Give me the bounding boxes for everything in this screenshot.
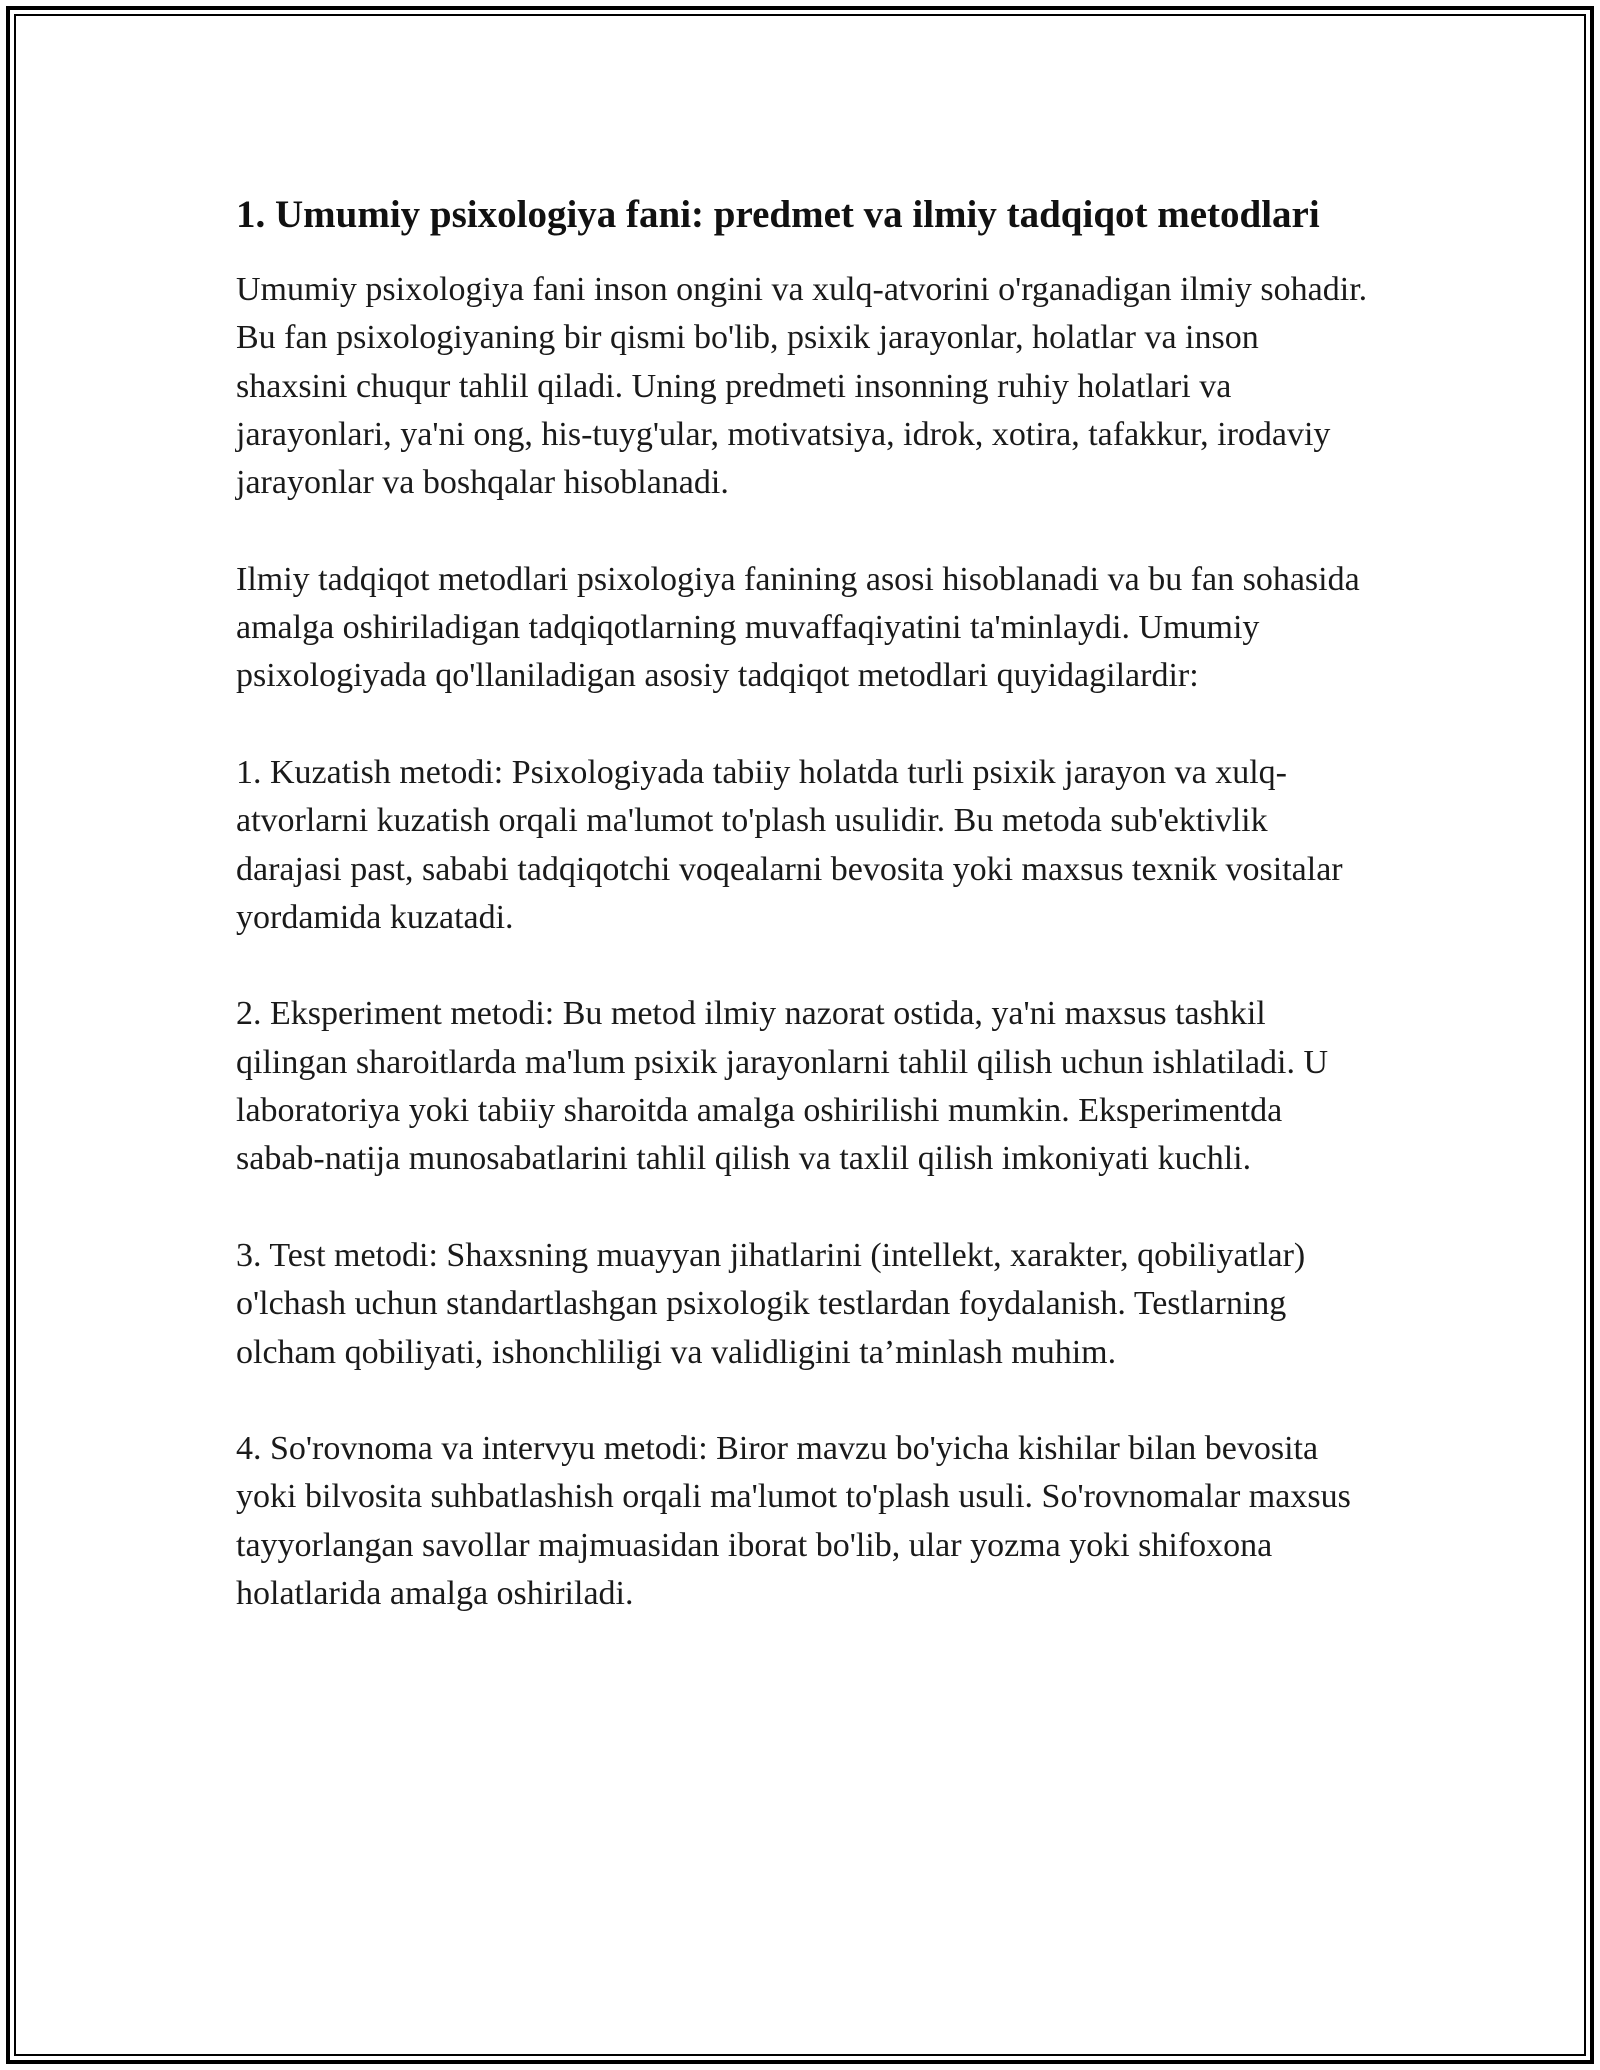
paragraph-intro: Umumiy psixologiya fani inson ongini va xulq-atvorini o'rganadigan ilmiy sohadir. Bu fan psixologiyaning bir qismi bo'lib, psixik jarayonlar, holatlar va inson shaxsini chuqur tahlil qiladi. Uning predmeti insonning ruhiy holatlari va jarayonlari, ya'ni ong, his-tuyg'ular, motivatsiya, idrok, xotira, tafakkur, irodaviy jarayonlar va boshqalar hisoblanadi. — [236, 271, 1368, 502]
document-title: 1. Umumiy psixologiya fani: predmet va ilmiy tadqiqot metodlari — [236, 193, 1320, 236]
paragraph-method-test: 3. Test metodi: Shaxsning muayyan jihatlarini (intellekt, xarakter, qobiliyatlar) o'lchash uchun standartlashgan psixologik testlardan foydalanish. Testlarning olcham qobiliyati, ishonchliligi va validligini ta’minlash muhim. — [236, 1236, 1306, 1371]
document-body — [236, 188, 1376, 1667]
paragraph-method-experiment: 2. Eksperiment metodi: Bu metod ilmiy nazorat ostida, ya'ni maxsus tashkil qilingan sharoitlarda ma'lum psixik jarayonlarni tahlil qilish uchun ishlatiladi. U laboratoriya yoki tabiiy sharoitda amalga oshirilishi mumkin. Eksperimentda sabab-natija munosabatlarini tahlil qilish va taxlil qilish imkoniyati kuchli. — [236, 995, 1329, 1178]
paragraph-method-observation: 1. Kuzatish metodi: Psixologiyada tabiiy holatda turli psixik jarayon va xulq-atvorlarni kuzatish orqali ma'lumot to'plash usulidir. Bu metoda sub'ektivlik darajasi past, sababi tadqiqotchi voqealarni bevosita yoki maxsus texnik vositalar yordamida kuzatadi. — [236, 753, 1343, 936]
paragraph-method-survey: 4. So'rovnoma va intervyu metodi: Biror mavzu bo'yicha kishilar bilan bevosita yoki bilvosita suhbatlashish orqali ma'lumot to'plash usuli. So'rovnomalar maxsus tayyorlangan savollar majmuasidan iborat bo'lib, ular yozma yoki shifoxona holatlarida amalga oshiriladi. — [236, 1430, 1351, 1613]
paragraph-methods-intro: Ilmiy tadqiqot metodlari psixologiya fanining asosi hisoblanadi va bu fan sohasida amalga oshiriladigan tadqiqotlarning muvaffaqiyatini ta'minlaydi. Umumiy psixologiyada qo'llaniladigan asosiy tadqiqot metodlari quyidagilardir: — [236, 560, 1360, 695]
